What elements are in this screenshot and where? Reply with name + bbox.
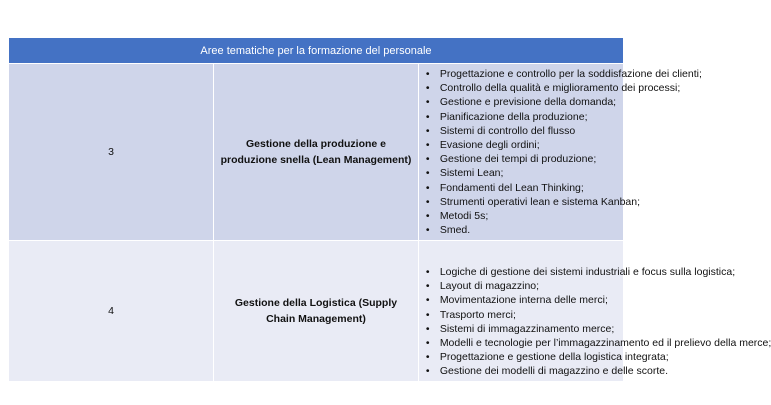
- row-number: 3: [9, 64, 214, 241]
- bullet-icon: •: [425, 153, 430, 166]
- bullet-icon: •: [425, 139, 430, 152]
- bullet-icon: •: [425, 96, 430, 109]
- bullet-icon: •: [425, 322, 430, 335]
- topic-text: Metodi 5s;: [439, 210, 489, 223]
- topic-text: Smed.: [439, 224, 471, 237]
- list-item: [425, 336, 771, 350]
- bullet-icon: •: [425, 266, 430, 278]
- topic-text: Movimentazione interna delle merci;: [439, 294, 608, 307]
- topic-text: Sistemi di immagazzinamento merce;: [439, 322, 615, 335]
- list-item: [426, 152, 623, 166]
- list-item: [426, 223, 623, 237]
- topic-text: Progettazione e gestione della logistica integrata;: [439, 351, 669, 364]
- topic-text: Controllo della qualità e miglioramento dei processi;: [439, 82, 681, 95]
- bullet-icon: •: [425, 280, 430, 293]
- bullet-icon: •: [425, 365, 430, 378]
- table-row: [9, 241, 623, 381]
- topics-list: [419, 265, 771, 379]
- area-title: Gestione della produzione e produzione snella (Lean Management): [214, 64, 419, 241]
- topic-text: Gestione dei modelli di magazzino e delle scorte.: [439, 365, 669, 378]
- list-item: [426, 110, 623, 124]
- bullet-icon: •: [425, 68, 430, 80]
- list-item: [425, 81, 681, 95]
- topic-text: Sistemi di controllo del flusso: [439, 124, 576, 137]
- list-item: [426, 95, 623, 109]
- bullet-icon: •: [425, 210, 430, 223]
- topic-text: Logiche di gestione dei sistemi industriali e focus sulla logistica;: [439, 266, 736, 278]
- bullet-icon: •: [425, 167, 430, 180]
- list-item: [426, 166, 623, 180]
- table-header: Aree tematiche per la formazione del personale: [9, 38, 623, 64]
- bullet-icon: •: [425, 195, 430, 208]
- bullet-icon: •: [425, 308, 430, 321]
- topic-text: Fondamenti del Lean Thinking;: [439, 181, 584, 194]
- list-item: [425, 364, 669, 378]
- topics-list: [419, 67, 702, 237]
- topic-text: Strumenti operativi lean e sistema Kanban;: [439, 195, 641, 208]
- bullet-icon: •: [425, 224, 430, 237]
- area-title: Gestione della Logistica (Supply Chain Management): [214, 241, 419, 381]
- list-item: [425, 67, 702, 81]
- list-item: [425, 265, 736, 279]
- list-item: [426, 322, 623, 336]
- topic-text: Modelli e tecnologie per l’immagazzinamento ed il prelievo della merce;: [439, 337, 771, 350]
- list-item: [426, 124, 623, 138]
- list-item: [425, 350, 669, 364]
- topic-text: Trasporto merci;: [439, 308, 516, 321]
- list-item: [425, 195, 641, 209]
- list-item: [426, 138, 623, 152]
- table-row: [9, 64, 623, 241]
- topics-cell: [418, 241, 771, 381]
- bullet-icon: •: [425, 351, 430, 364]
- topic-text: Layout di magazzino;: [439, 280, 540, 293]
- list-item: [426, 209, 623, 223]
- row-number: 4: [9, 241, 214, 381]
- list-item: [426, 279, 623, 293]
- topic-text: Pianificazione della produzione;: [439, 110, 588, 123]
- training-areas-table: [9, 38, 771, 381]
- bullet-icon: •: [425, 82, 430, 95]
- list-item: [426, 308, 623, 322]
- bullet-icon: •: [425, 337, 430, 350]
- bullet-icon: •: [425, 110, 430, 123]
- topic-text: Sistemi Lean;: [439, 167, 504, 180]
- topic-text: Evasione degli ordini;: [439, 139, 540, 152]
- bullet-icon: •: [425, 181, 430, 194]
- list-item: [426, 181, 623, 195]
- topic-text: Gestione dei tempi di produzione;: [439, 153, 597, 166]
- list-item: [426, 293, 623, 307]
- topics-cell: [418, 64, 702, 241]
- bullet-icon: •: [425, 124, 430, 137]
- topic-text: Progettazione e controllo per la soddisfazione dei clienti;: [439, 68, 702, 80]
- topic-text: Gestione e previsione della domanda;: [439, 96, 617, 109]
- bullet-icon: •: [425, 294, 430, 307]
